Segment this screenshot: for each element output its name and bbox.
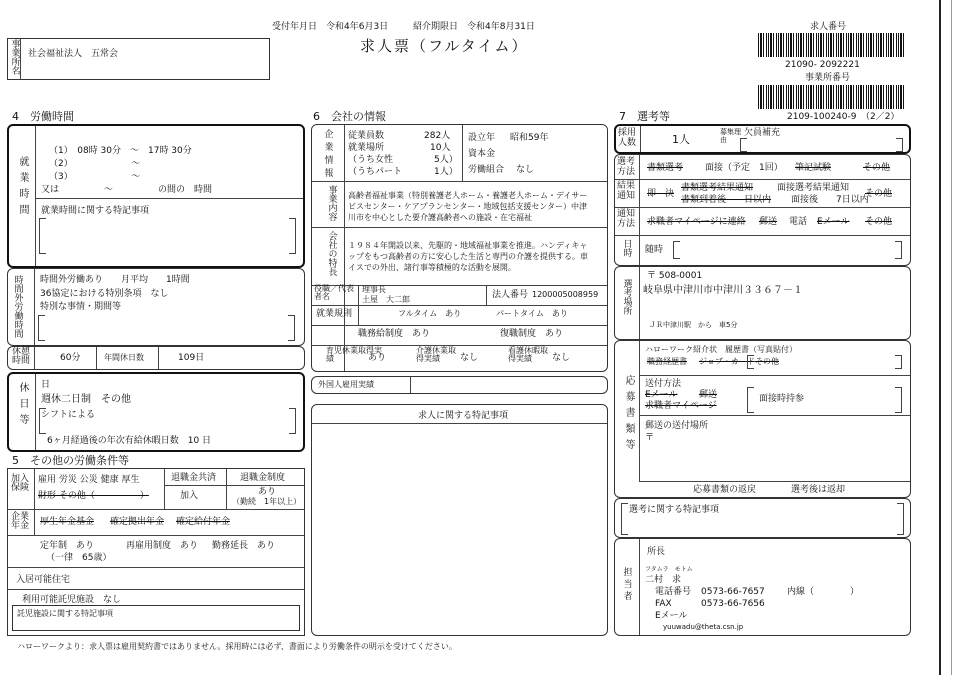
working-hours-box: [7, 124, 305, 268]
representative-name: 土屋 大二郎: [362, 295, 410, 304]
overtime-box: [7, 268, 305, 346]
feature-line-2: ップをもつ高齢者の方に安心した生活と専門の介護を提供する。車: [348, 252, 588, 261]
office-number-label: 事業所番号: [805, 73, 851, 83]
retirement-system-label: 退職金制度: [240, 473, 286, 483]
result-2: 書類選考結果通知: [681, 183, 754, 193]
childcare-leave-label: 育児休業取得実績: [326, 346, 382, 364]
housing-label: 入居可能住宅: [16, 575, 71, 585]
pension-3: 確定給付年金: [176, 517, 231, 527]
insurance-label: 加入保険: [11, 474, 30, 494]
site-value: 10人: [430, 143, 451, 153]
business-label: 事業内容: [326, 185, 337, 221]
employees-value: 282人: [424, 131, 451, 141]
nursing-leave-value: なし: [552, 353, 571, 363]
site-label: 就業場所: [348, 143, 385, 153]
section-5-title: 5 その他の労働条件等: [12, 454, 129, 467]
business-line-3: 川市を中心とした要介護高齢者への施設・在宅福祉: [348, 213, 532, 222]
work-extension: 勤務延長 あり: [212, 541, 276, 551]
date-value: 随時: [645, 245, 664, 255]
documents-4: その他: [755, 357, 779, 366]
contact-kana: フタムラ モトム: [645, 566, 693, 573]
method-2: 面接（予定 1回）: [705, 163, 783, 173]
retirement-system-condition: （勤続 1年以上）: [232, 497, 302, 506]
holiday-3: シフトによる: [41, 410, 96, 420]
place-address: 岐阜県中津川市中津川３３６７－１: [643, 285, 803, 296]
part-label: （うちパート: [348, 167, 403, 177]
break-label: 休憩時間: [12, 347, 31, 367]
place-access: ＪＲ中津川駅 から 車5分: [649, 321, 738, 329]
special-box: [311, 404, 608, 636]
corporate-number-label: 法人番号: [492, 290, 529, 300]
tel-label: 電話番号: [655, 587, 692, 597]
break-value: 60分: [60, 353, 81, 363]
result-6: その他: [865, 189, 893, 199]
work-rules-parttime: パートタイム あり: [496, 309, 568, 318]
send-2: 郵送: [699, 390, 718, 400]
method-4: その他: [863, 163, 891, 173]
hours-line-3: （3） ～: [49, 172, 141, 182]
insurance-other: 財形 その他（ ）: [38, 491, 149, 501]
result-1: 即 決: [647, 189, 675, 199]
special-circumstances: 特別な事情・期間等: [40, 302, 122, 312]
section-4-title: 4 労働時間: [12, 110, 74, 123]
send-1: Eメール: [645, 390, 678, 400]
contact-label: 担当者: [621, 567, 632, 603]
union-label: 労働組合: [468, 165, 505, 175]
email-label: Eメール: [655, 611, 688, 621]
hire-label: 採用人数: [618, 128, 637, 149]
place-zip: 〒 508-0001: [647, 271, 703, 281]
notify-2: 郵送: [759, 217, 778, 227]
hours-special-note: 就業時間に関する特記事項: [41, 206, 150, 216]
documents-3: ジョブ・カード: [699, 357, 755, 366]
deadline-date: 紹介期限日 令和4年8月31日: [413, 22, 535, 32]
tel-value: 0573-66-7657: [701, 587, 765, 597]
result-5: 面接後 7日以内: [791, 195, 869, 205]
pension-1: 厚生年金基金: [40, 517, 95, 527]
feature-line-3: イスでの外出、諸行事等積極的な活動を展開。: [348, 263, 516, 272]
return-label: 応募書類の返戻: [693, 485, 757, 495]
employees-label: 従業員数: [348, 131, 385, 141]
barcode: [758, 33, 906, 57]
hours-line-1: （1） 08時 30分 ～ 17時 30分: [49, 146, 192, 156]
documents-box: [614, 340, 911, 498]
contact-box: [614, 538, 911, 636]
part-value: 1人）: [434, 167, 458, 177]
hours-line-2: （2） ～: [49, 159, 141, 169]
company-box: [311, 124, 608, 372]
annual-holiday-label: 年間休日数: [104, 353, 144, 362]
office-label: 事業所名: [9, 39, 20, 75]
childcare-leave-value: あり: [368, 353, 387, 363]
corporate-number: 1200005008959: [532, 290, 599, 299]
annual-holiday-value: 109日: [178, 353, 205, 363]
result-4: 書類到着後 日以内: [681, 195, 772, 205]
notify-4: Eメール: [817, 217, 850, 227]
method-3: 筆記試験: [795, 163, 832, 173]
nursing-leave-label: 看護休暇取得実績: [508, 346, 548, 364]
feature-label: 会社の特長: [326, 231, 337, 276]
return-value: 選考後は返却: [791, 485, 846, 495]
barcode: [758, 85, 906, 109]
footer-note: ハローワークより：求人票は雇用契約書ではありません。採用時には必ず、書面により労働条件の明示を受けてください。: [17, 642, 457, 651]
section-7-title: 7 選考等: [619, 110, 670, 123]
selection-note: 選考に関する特記事項: [629, 505, 720, 515]
scan-edge: [939, 0, 941, 675]
office-name: 社会福祉法人 五常会: [28, 49, 119, 59]
method-label: 選考方法: [617, 157, 636, 178]
founded-label: 設立年: [468, 133, 496, 143]
insurance-types: 雇用 労災 公災 健康 厚生: [38, 475, 140, 485]
documents-2: 職務経歴書: [647, 357, 687, 366]
union-value: なし: [516, 165, 535, 175]
pay-system: 職務給制度 あり: [358, 329, 431, 339]
pension-2: 確定拠出年金: [110, 517, 165, 527]
retirement-mutual-value: 加入: [180, 491, 199, 501]
method-1: 書類選考: [647, 163, 684, 173]
extension-label: 内線（ ）: [787, 587, 860, 597]
retirement-system-value: あり: [258, 487, 277, 497]
notify-3: 電話: [789, 217, 808, 227]
representative-label: 役職／代表者名: [314, 284, 354, 302]
rehire-system: 再雇用制度 あり: [126, 541, 199, 551]
email-value: yuuwadu@theta.csn.jp: [663, 623, 744, 631]
office-box: [7, 38, 270, 80]
agreement-36: 36協定における特別条項 なし: [40, 289, 169, 299]
reason-value: 欠員補充: [744, 128, 781, 138]
holiday-label: 休日等: [17, 382, 28, 430]
documents-label: 応募書類等: [623, 375, 634, 455]
place-box: [614, 266, 911, 340]
hire-value: 1人: [672, 133, 690, 146]
holiday-1: 日: [41, 380, 51, 390]
overtime-value: 時間外労働あり 月平均 1時間: [40, 275, 190, 285]
business-line-2: ビスセンター・ケアプランセンター・地域包括支援センター）中津: [348, 202, 588, 211]
founded-value: 昭和59年: [510, 133, 549, 143]
send-label: 送付方法: [645, 379, 682, 389]
care-leave-label: 介護休業取得実績: [416, 346, 456, 364]
page-title: 求人票（フルタイム）: [360, 37, 529, 55]
notify-label: 通知方法: [617, 209, 636, 230]
scan-edge: [951, 0, 952, 675]
representative-title: 理事長: [362, 285, 386, 294]
hours-or-line: 又は ～ の間の 時間: [41, 185, 213, 195]
foreign-box: [311, 376, 608, 394]
working-hours-label: 就業時間: [17, 156, 28, 220]
reason-label: 募集理由: [720, 128, 741, 145]
childcare-note: 託児施設に関する特記事項: [17, 609, 113, 618]
mail-zip: 〒: [645, 433, 655, 443]
notify-5: その他: [865, 217, 893, 227]
women-value: 5人）: [434, 155, 458, 165]
women-label: （うち女性: [348, 155, 394, 165]
mail-destination-label: 郵送の送付場所: [645, 421, 709, 431]
care-leave-value: なし: [460, 353, 479, 363]
received-date: 受付年月日 令和4年6月3日: [272, 22, 389, 32]
work-rules-label: 就業規則: [316, 309, 353, 319]
return-system: 復職制度 あり: [500, 329, 564, 339]
business-line-1: 高齢者福祉事業（特別養護老人ホーム・養護老人ホーム・デイサー: [348, 191, 588, 200]
work-rules-fulltime: フルタイム あり: [398, 309, 462, 318]
retirement-age-detail: （一律 65歳）: [46, 553, 112, 563]
notify-1: 求職者マイページに連絡: [647, 217, 746, 227]
result-label: 結果通知: [617, 181, 636, 202]
conditions-box: [7, 468, 305, 636]
fax-label: FAX: [655, 599, 672, 609]
pension-label: 企業年金: [11, 512, 30, 532]
documents-1: ハローワーク紹介状 履歴書（写真貼付）: [645, 345, 797, 354]
feature-line-1: １９８４年開設以来、先駆的・地域福祉事業を推進。ハンディキャ: [348, 241, 588, 250]
retirement-age: 定年制 あり: [40, 541, 95, 551]
hire-box: [614, 124, 911, 154]
childcare-note-box: [12, 605, 300, 631]
section-6-title: 6 会社の情報: [313, 110, 386, 123]
date-label: 日時: [621, 239, 632, 257]
send-3: 求職者マイページ: [645, 401, 717, 411]
childcare-facility: 利用可能託児施設 なし: [22, 595, 122, 605]
result-3: 面接選考結果通知: [777, 183, 850, 193]
selection-note-box: [614, 498, 911, 538]
selection-box: [614, 154, 911, 266]
special-title: 求人に関する特記事項: [418, 411, 509, 421]
office-number: 2109-100240-9 （2／2）: [787, 112, 900, 122]
fax-value: 0573-66-7656: [701, 599, 765, 609]
send-4: 面接時持参: [759, 394, 805, 404]
holiday-2: 週休二日制 その他: [41, 394, 131, 405]
place-label: 選考場所: [621, 279, 632, 315]
retirement-mutual-label: 退職金共済: [171, 473, 217, 483]
overtime-label: 時間外労働時間: [12, 275, 23, 338]
contact-department: 所長: [647, 547, 666, 557]
job-number: 21090- 2092221: [785, 60, 860, 70]
company-label: 企業情報: [322, 129, 333, 181]
capital-label: 資本金: [468, 149, 496, 159]
paid-leave: 6ヶ月経過後の年次有給休暇日数 10 日: [47, 436, 212, 446]
break-box: [7, 346, 305, 370]
holiday-box: [7, 372, 305, 452]
contact-name: 二村 求: [645, 575, 682, 585]
foreign-label: 外国人雇用実績: [318, 380, 374, 389]
job-number-label: 求人番号: [810, 22, 847, 32]
